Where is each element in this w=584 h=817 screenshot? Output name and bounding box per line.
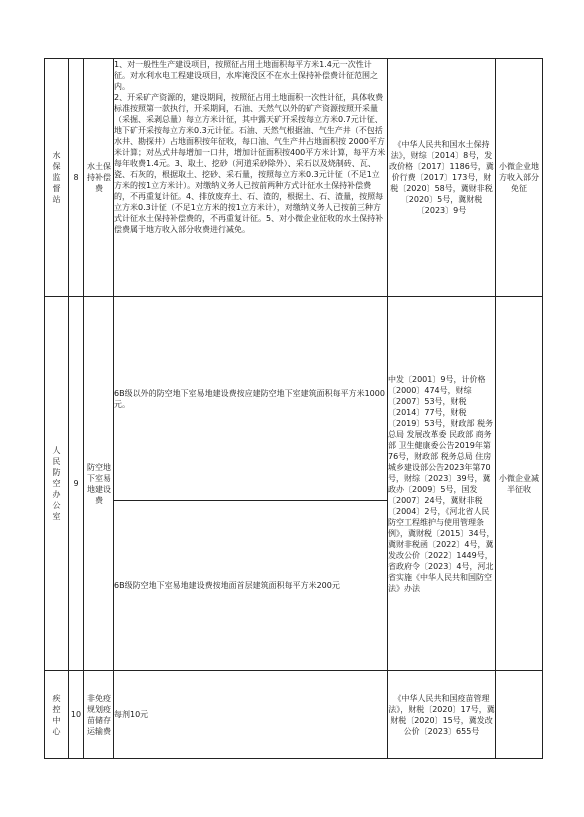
standard-paragraph: 1、对一般性生产建设项目，按照征占用土地面积每平方米1.4元一次性计征。对水利水电工程建设项目，水库淹没区不在水土保持补偿费计征范围之内。 xyxy=(114,60,378,91)
item-name: 水土保持补偿费 xyxy=(84,59,114,297)
dept-cell: 疾控中心 xyxy=(45,671,69,759)
basis-cell: 《中华人民共和国疫苗管理法》，财税〔2020〕17号，冀财税〔2020〕15号，冀发改公价〔2023〕655号 xyxy=(388,671,496,759)
standard-paragraph: 2、开采矿产资源的，建设期间，按照征占用土地面积一次性计征，具体收费标准按照第一款执行，开采期间，石油、天然气以外的矿产资源按照开采量（采掘、采剥总量）每立方米计征，其中露天矿开采按每立方米0.7元计征、地下矿开采按每立方米0.3元计征。石油、天然气根据油、气生产井（不包括水井、勘探井）占地面积按年征收，每口油、气生产井占地面积按 2000平方米计算；对丛式井每增加一口井，增加计征面积按400平方米计算，每平方米每年收费1.4元。3、取土、挖砂（河道采砂除外）、采石以及烧制砖、瓦、瓷、石灰的，根据取土、挖砂、采石量，按照每立方米0.3元计征（不足1立方米的按1立方米计）。对缴纳义务人已按前两种方式计征水土保持补偿费的，不再重复计征。4、排放废弃土、石、渣的，根据土、石、渣量，按照每立方米0.3计征（不足1立方米的按1立方米计），对缴纳义务人已按前三种方式计征水土保持补偿费的，不再重复计征。5、对小微企业征收的水土保持补偿费属于地方收入部分收费进行减免。 xyxy=(114,93,386,234)
table-row xyxy=(45,671,543,759)
row-number: 8 xyxy=(69,59,84,297)
standard-cell xyxy=(114,59,388,297)
basis-cell: 《中华人民共和国水土保持法》，财综〔2014〕8号，发改价格〔2017〕1186号，冀价行费〔2017〕173号，财税〔2020〕58号，冀财非税〔2020〕5号，冀财税〔2023〕9号 xyxy=(388,59,496,297)
basis-cell: 中发〔2001〕9号，计价格〔2000〕474号，财综〔2007〕53号，财税〔2014〕77号，财税〔2019〕53号，财政部 税务总局 发展改革委 民政部 商务部 卫生健康委公告2019年第76号，财政部 税务总局 住房城乡建设部公告2023年第70号，财综〔2023〕39号，冀政办〔2009〕5号，国发〔2007〕24号，冀财非税〔2004〕2号，《河北省人民防空工程维护与使用管理条例》，冀财税〔2015〕34号，冀财非税函〔2022〕4号，冀发改公价〔2022〕1449号，省政府令〔2023〕4号，河北省实施《中华人民共和国防空法》办法 xyxy=(388,297,496,671)
policy-cell xyxy=(496,671,543,759)
row-number: 10 xyxy=(69,671,84,759)
item-name: 非免疫规划疫苗储存运输费 xyxy=(84,671,114,759)
item-name: 防空地下室易地建设费 xyxy=(84,297,114,671)
standard-cell: 6B级防空地下室易地建设费按地面首层建筑面积每平方米200元 xyxy=(114,501,388,671)
dept-cell: 人民防空办公室 xyxy=(45,297,69,671)
standard-cell: 6B级以外的防空地下室易地建设费按应建防空地下室建筑面积每平方米1000元。 xyxy=(114,297,388,501)
standard-cell: 每剂10元 xyxy=(114,671,388,759)
table-row xyxy=(45,59,543,297)
table-row xyxy=(45,297,543,501)
row-number: 9 xyxy=(69,297,84,671)
fee-table xyxy=(44,58,543,759)
policy-cell: 小微企业地方收入部分免征 xyxy=(496,59,543,297)
dept-cell: 水保监督站 xyxy=(45,59,69,297)
policy-cell: 小微企业减半征收 xyxy=(496,297,543,671)
